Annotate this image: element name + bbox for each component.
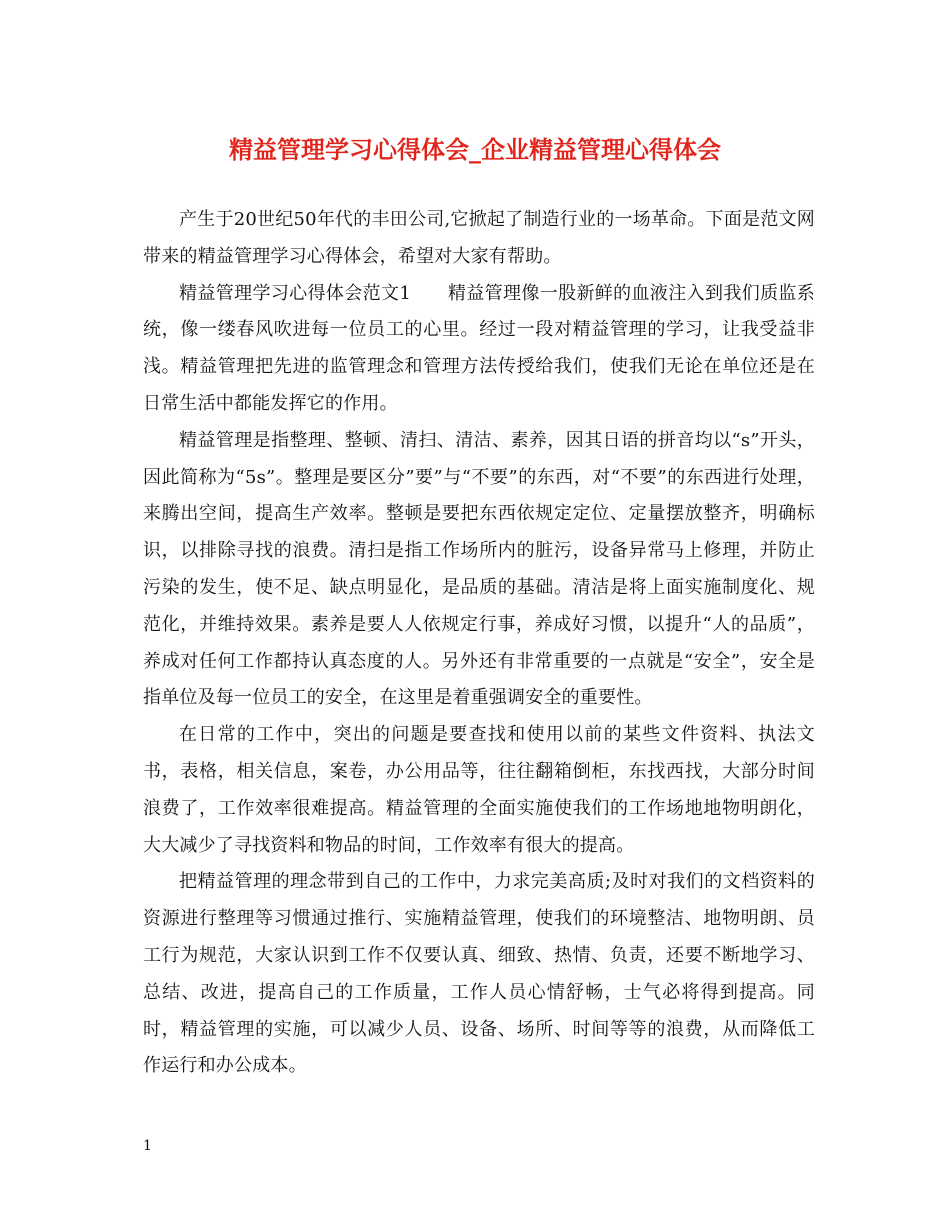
paragraph-intro: 产生于20世纪50年代的丰田公司,它掀起了制造行业的一场革命。下面是范文网带来的精益管理学习心得体会，希望对大家有帮助。 xyxy=(143,209,815,267)
document-body xyxy=(143,202,815,1085)
paragraph-apply-concept: 把精益管理的理念带到自己的工作中，力求完美高质;及时对我们的文档资料的资源进行整理等习惯通过推行、实施精益管理，使我们的环境整洁、地物明朗、员工行为规范，大家认识到工作不仅要认真、细致、热情、负责，还要不断地学习、总结、改进，提高自己的工作质量，工作人员心情舒畅，士气必将得到提高。同时，精益管理的实施，可以减少人员、设备、场所、时间等等的浪费，从而降低工作运行和办公成本。 xyxy=(143,871,815,1077)
paragraph-sample-1: 精益管理学习心得体会范文1 精益管理像一股新鲜的血液注入到我们质监系统，像一缕春风吹进每一位员工的心里。经过一段对精益管理的学习，让我受益非浅。精益管理把先进的监管理念和管理方法传授给我们，使我们无论在单位还是在日常生活中都能发挥它的作用。 xyxy=(143,282,815,414)
document-title: 精益管理学习心得体会_企业精益管理心得体会 xyxy=(229,135,721,164)
paragraph-daily-work: 在日常的工作中，突出的问题是要查找和使用以前的某些文件资料、执法文书，表格，相关信息，案卷，办公用品等，往往翻箱倒柜，东找西找，大部分时间浪费了，工作效率很难提高。精益管理的全面实施使我们的工作场地地物明朗化，大大减少了寻找资料和物品的时间，工作效率有很大的提高。 xyxy=(143,724,815,856)
paragraph-5s-definition: 精益管理是指整理、整顿、清扫、清洁、素养，因其日语的拼音均以“s”开头，因此简称为“5s”。整理是要区分”要”与“不要”的东西，对“不要”的东西进行处理，来腾出空间，提高生产效率。整顿是要把东西依规定定位、定量摆放整齐，明确标识，以排除寻找的浪费。清扫是指工作场所内的脏污，设备异常马上修理，并防止污染的发生，使不足、缺点明显化，是品质的基础。清洁是将上面实施制度化、规范化，并维持效果。素养是要人人依规定行事，养成好习惯，以提升“人的品质”，养成对任何工作都持认真态度的人。另外还有非常重要的一点就是“安全”，安全是指单位及每一位员工的安全，在这里是着重强调安全的重要性。 xyxy=(143,429,815,709)
page-number: 1 xyxy=(143,1138,152,1154)
